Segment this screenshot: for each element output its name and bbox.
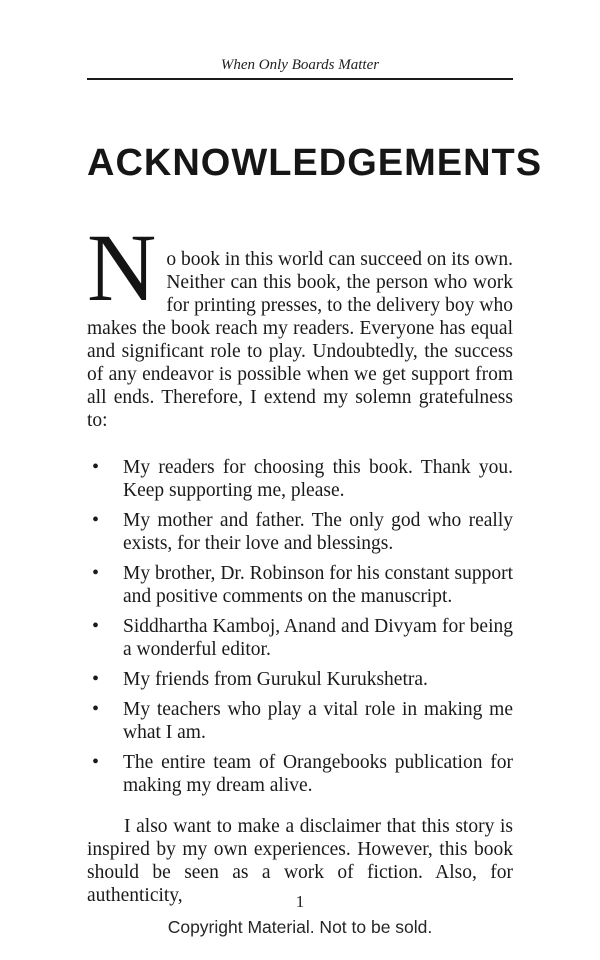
page-number: 1 (295, 892, 305, 911)
list-item (87, 456, 513, 502)
drop-cap: N (87, 214, 157, 321)
list-item (87, 615, 513, 661)
list-item-text: My friends from Gurukul Kurukshetra. (123, 669, 428, 690)
closing-paragraph: I also want to make a disclaimer that this story is inspired by my own experiences. However, this book should be seen as a work of fiction. Also, for authenticity, (87, 816, 513, 906)
acknowledgement-list (87, 456, 513, 797)
list-item-text: My teachers who play a vital role in making me what I am. (123, 699, 513, 743)
list-item (87, 751, 513, 797)
bullet-icon: • (92, 615, 100, 637)
intro-paragraph (87, 214, 513, 432)
list-item-text: My readers for choosing this book. Thank you. Keep supporting me, please. (123, 457, 513, 501)
intro-text: o book in this world can succeed on its own. Neither can this book, the person who work for printing presses, to the delivery boy who makes the book reach my readers. Everyone has equal and significant role to play. Undoubtedly, the success of any endeavor is possible when we get support from all ends. Therefore, I extend my solemn gratefulness to: (87, 249, 513, 431)
bullet-icon: • (92, 698, 100, 720)
bullet-icon: • (92, 668, 100, 690)
list-item-text: The entire team of Orangebooks publication for making my dream alive. (123, 752, 513, 796)
list-item (87, 668, 513, 691)
running-header: When Only Boards Matter (87, 0, 513, 80)
bullet-icon: • (92, 509, 100, 531)
copyright-notice: Copyright Material. Not to be sold. (167, 917, 433, 937)
bullet-icon: • (92, 562, 100, 584)
list-item (87, 562, 513, 608)
list-item-text: My brother, Dr. Robinson for his constant support and positive comments on the manuscript. (123, 563, 513, 607)
list-item (87, 698, 513, 744)
list-item (87, 509, 513, 555)
list-item-text: My mother and father. The only god who really exists, for their love and blessings. (123, 510, 513, 554)
bullet-icon: • (92, 456, 100, 478)
list-item-text: Siddhartha Kamboj, Anand and Divyam for being a wonderful editor. (123, 616, 513, 660)
page-title: ACKNOWLEDGEMENTS (87, 142, 543, 184)
bullet-icon: • (92, 751, 100, 773)
